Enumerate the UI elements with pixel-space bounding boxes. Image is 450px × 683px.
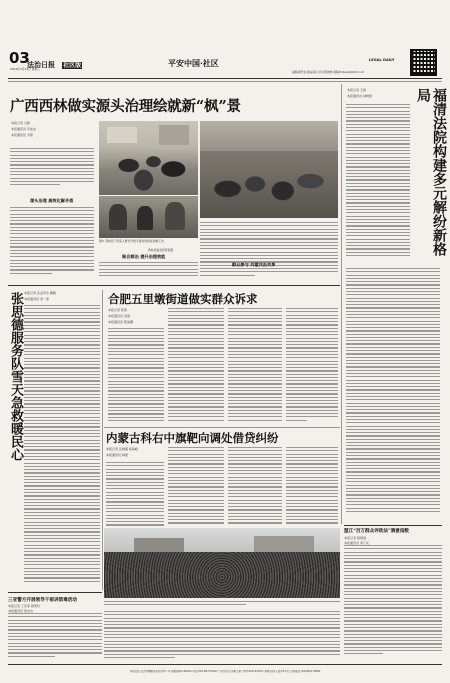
masthead — [0, 0, 450, 82]
hefei-body-2 — [168, 308, 224, 424]
footer-text: 本报社址:北京市朝阳区花家地甲一号 邮政编码:100102 电话:010-84772200 广告许可证:京朝工商广登字20170105号 零售:每份人民币1.5元 订阅电话:(010)84772860 — [129, 670, 321, 673]
hefei-body-4 — [286, 308, 338, 424]
lead-body-col1b — [10, 207, 94, 282]
lead-photo-credit: 西林县委宣传部供图 — [148, 248, 174, 252]
feature-rule — [102, 290, 103, 590]
hefei-body-1 — [108, 328, 164, 423]
lead-body-col3 — [200, 222, 338, 282]
byline: 本报通讯员 韩惠 — [106, 453, 128, 457]
bottom-left-body — [8, 613, 102, 661]
byline: 本报记者 陈燕 — [108, 308, 127, 312]
center-title: 平安中国·社区 — [168, 58, 219, 68]
lead-body-col2 — [99, 262, 198, 280]
bottom-right-headline: 盟江“百万群众评政法”满意指数 — [344, 529, 410, 534]
section-rule — [8, 285, 340, 286]
inner-mongolia-body-2 — [168, 447, 224, 527]
hefei-rule — [104, 427, 340, 428]
inner-mongolia-headline: 内蒙古科右中旗靶向调处借贷纠纷 — [106, 431, 279, 445]
qr-code-icon — [410, 49, 437, 76]
inner-mongolia-body-3 — [228, 447, 282, 527]
inner-mongolia-body-5 — [104, 611, 340, 661]
editor-info: 编辑/黄纪旭 美编/高远 校对/陈晓桦 邮箱/fzrbsqzk@163.com — [292, 71, 365, 74]
legal-daily: LEGAL DAILY — [369, 58, 395, 62]
page-number: 03 — [9, 49, 30, 67]
bottom-left-rule — [8, 592, 102, 593]
byline: 本报通讯员 邢永吉 — [8, 609, 33, 613]
byline: 本报通讯员 陈丽娜 — [108, 320, 133, 324]
inner-mongolia-caption — [104, 601, 340, 607]
lead-bylines — [11, 121, 36, 137]
inner-mongolia-photo — [104, 528, 340, 598]
byline: 本报记者 王颖 — [347, 88, 366, 92]
hefei-body-3 — [228, 308, 282, 424]
byline: 本报通讯员 吴丽 — [108, 314, 130, 318]
byline: 本报通讯员 林晓皙 — [347, 94, 372, 98]
byline: 本报通讯员 李一雷 — [24, 297, 49, 301]
byline: 本报通讯员 苏成杰 — [11, 127, 36, 131]
lead-subhead-3: 群众参与 共建共治共享 — [232, 262, 276, 267]
hefei-headline: 合肥五里墩街道做实群众诉求 — [108, 292, 258, 306]
column-rule — [341, 84, 342, 524]
right-vertical-headline: 福清法院构建多元解纷新格局 — [415, 88, 447, 256]
lead-headline: 广西西林做实源头治理绘就新“枫”景 — [10, 98, 241, 115]
bottom-right-rule — [344, 525, 442, 526]
hefei-bylines — [108, 308, 133, 324]
masthead-rule-thin — [8, 81, 442, 82]
footer-rule — [8, 664, 442, 665]
feature-body-a — [24, 305, 100, 587]
bottom-right-bylines — [344, 536, 369, 545]
bottom-right-body — [344, 545, 442, 661]
masthead-rule — [8, 78, 442, 79]
byline: 本报记者 张孟育乐 魏雅 — [24, 291, 56, 295]
date-line: 2024年4月24日 星期三 — [10, 67, 41, 71]
paper-name: 法治日报 — [27, 60, 55, 69]
lead-subhead-1: 源头治理 高效化解矛盾 — [30, 198, 74, 203]
inner-mongolia-bylines — [106, 447, 138, 457]
byline: 本报记者 程建国 — [344, 536, 366, 540]
right-body-a — [346, 104, 410, 264]
right-body-b — [346, 268, 440, 522]
section-name: 社区版 — [63, 62, 82, 69]
byline: 本报记者 张晓露 杨海峰 — [106, 447, 138, 451]
feature-bylines — [24, 291, 56, 301]
lead-photo-3 — [200, 121, 338, 218]
lead-photo-caption: 图① 西林县干部深入群众开展矛盾纠纷排查化解工作。 — [99, 239, 167, 243]
byline: 本报记者 马艳 — [11, 121, 30, 125]
feature-vertical-headline: 张思德服务队雪天急救暖民心 — [8, 292, 23, 461]
byline: 本报记者 丁若菲 蒋秀玲 — [8, 604, 40, 608]
inner-mongolia-body-4 — [286, 447, 338, 527]
byline: 本报通讯员 李广民 — [344, 541, 369, 545]
lead-photo — [99, 121, 198, 195]
right-bylines — [347, 88, 372, 98]
bottom-left-bylines — [8, 604, 40, 613]
bottom-left-headline: 三亚警方开展领导干部讲禁毒活动 — [8, 598, 77, 603]
lead-body-col1 — [10, 148, 94, 194]
lead-subhead-2: 聚合群治 提升治理效能 — [122, 254, 166, 259]
lead-photo-2 — [99, 196, 198, 238]
byline: 本报通讯员 韦燕 — [11, 133, 33, 137]
inner-mongolia-body-1 — [106, 462, 164, 527]
